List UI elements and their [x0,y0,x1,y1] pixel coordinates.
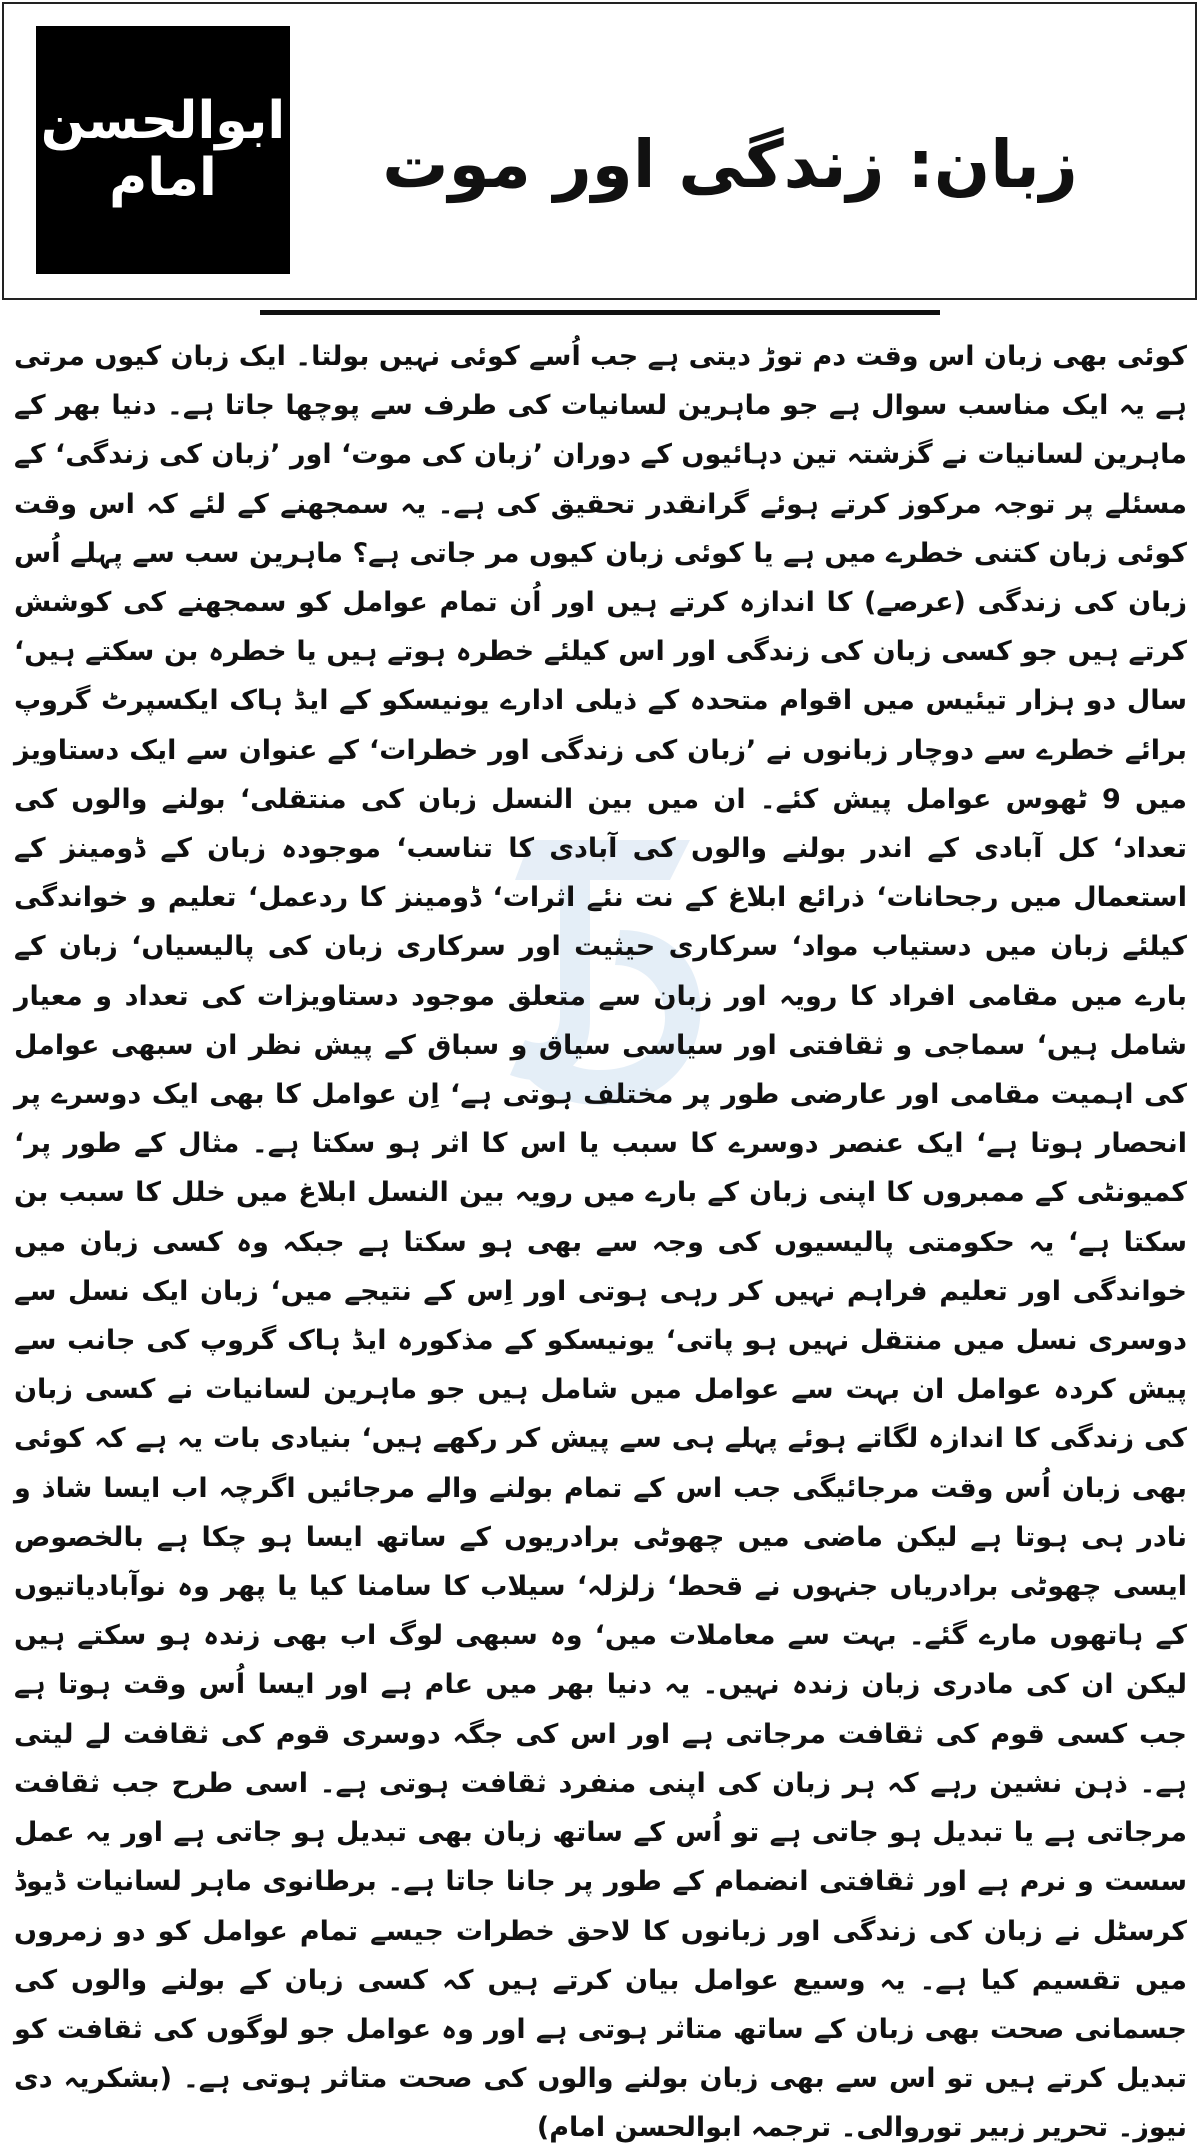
article-body: کوئی بھی زبان اس وقت دم توڑ دیتی ہے جب اُسے کوئی نہیں بولتا۔ ایک زبان کیوں مرتی ہے یہ ایک مناسب سوال ہے جو ماہرین لسانیات کی طرف سے پوچھا جاتا ہے۔ دنیا بھر کے ماہرین لسانیات نے گزشتہ تین دہائیوں کے دوران ’زبان کی موت‘ اور ’زبان کی زندگی‘ کے مسئلے پر توجہ مرکوز کرتے ہوئے گرانقدر تحقیق کی ہے۔ یہ سمجھنے کے لئے کہ اس وقت کوئی زبان کتنی خطرے میں ہے یا کوئی زبان کیوں مر جاتی ہے؟ ماہرین سب سے پہلے اُس زبان کی زندگی (عرصے) کا اندازہ کرتے ہیں اور اُن تمام عوامل کو سمجھنے کی کوشش کرتے ہیں جو کسی زبان کی زندگی اور اس کیلئے خطرہ ہوتے ہیں یا خطرہ بن سکتے ہیں‘ سال دو ہزار تیئیس میں اقوام متحدہ کے ذیلی ادارے یونیسکو کے ایڈ ہاک ایکسپرٹ گروپ برائے خطرے سے دوچار زبانوں نے ’زبان کی زندگی اور خطرات‘ کے عنوان سے ایک دستاویز میں 9 ٹھوس عوامل پیش کئے۔ ان میں بین النسل زبان کی منتقلی‘ بولنے والوں کی تعداد‘ کل آبادی کے اندر بولنے والوں کی آبادی کا تناسب‘ موجودہ زبان کے ڈومینز کے استعمال میں رجحانات‘ ذرائع ابلاغ کے نت نئے اثرات‘ ڈومینز کا ردعمل‘ تعلیم و خواندگی کیلئے زبان میں دستیاب مواد‘ سرکاری حیثیت اور سرکاری زبان کی پالیسیاں‘ زبان کے بارے میں مقامی افراد کا رویہ اور زبان سے متعلق موجود دستاویزات کی تعداد و معیار شامل ہیں‘ سماجی و ثقافتی اور سیاسی سیاق و سباق کے پیش نظر ان سبھی عوامل کی اہمیت مقامی اور عارضی طور پر مختلف ہوتی ہے‘ اِن عوامل کا بھی ایک دوسرے پر انحصار ہوتا ہے‘ ایک عنصر دوسرے کا سبب یا اس کا اثر ہو سکتا ہے۔ مثال کے طور پر‘ کمیونٹی کے ممبروں کا اپنی زبان کے بارے میں رویہ بین النسل ابلاغ میں خلل کا سبب بن سکتا ہے‘ یہ حکومتی پالیسیوں کی وجہ سے بھی ہو سکتا ہے جبکہ وہ کسی زبان میں خواندگی اور تعلیم فراہم نہیں کر رہی ہوتی اور اِس کے نتیجے میں‘ زبان ایک نسل سے دوسری نسل میں منتقل نہیں ہو پاتی‘ یونیسکو کے مذکورہ ایڈ ہاک گروپ کی جانب سے پیش کردہ عوامل ان بہت سے عوامل میں شامل ہیں جو ماہرین لسانیات نے کسی زبان کی زندگی کا اندازہ لگاتے ہوئے پہلے ہی سے پیش کر رکھے ہیں‘ بنیادی بات یہ ہے کہ کوئی بھی زبان اُس وقت مرجائیگی جب اس کے تمام بولنے والے مرجائیں اگرچہ اب ایسا شاذ و نادر ہی ہوتا ہے لیکن ماضی میں چھوٹی برادریوں کے ساتھ ایسا ہو چکا ہے بالخصوص ایسی چھوٹی برادریاں جنہوں نے قحط‘ زلزلہ‘ سیلاب کا سامنا کیا یا پھر وہ نوآبادیاتیوں کے ہاتھوں مارے گئے۔ بہت سے معاملات میں‘ وہ سبھی لوگ اب بھی زندہ ہو سکتے ہیں لیکن ان کی مادری زبان زندہ نہیں۔ یہ دنیا بھر میں عام ہے اور ایسا اُس وقت ہوتا ہے جب کسی قوم کی ثقافت مرجاتی ہے اور اس کی جگہ دوسری قوم کی ثقافت لے لیتی ہے۔ ذہن نشین رہے کہ ہر زبان کی اپنی منفرد ثقافت ہوتی ہے۔ اسی طرح جب ثقافت مرجاتی ہے یا تبدیل ہو جاتی ہے تو اُس کے ساتھ زبان بھی تبدیل ہو جاتی ہے اور یہ عمل سست و نرم ہے اور ثقافتی انضمام کے طور پر جانا جاتا ہے۔ برطانوی ماہر لسانیات ڈیوڈ کرسٹل نے زبان کی زندگی اور زبانوں کا لاحق خطرات جیسے تمام عوامل کو دو زمروں میں تقسیم کیا ہے۔ یہ وسیع عوامل بیان کرتے ہیں کہ کسی زبان کے بولنے والوں کی جسمانی صحت بھی زبان کے ساتھ متاثر ہوتی ہے اور وہ عوامل جو لوگوں کی ثقافت کو تبدیل کرتے ہیں تو اس سے بھی زبان بولنے والوں کی صحت متاثر ہوتی ہے۔ (بشکریہ دی نیوز۔ تحریر زبیر توروالی۔ ترجمہ ابوالحسن امام) [14,341,1188,2144]
article-headline: زبان: زندگی اور موت [382,126,1078,203]
header-divider [260,310,940,315]
byline-box [36,26,290,274]
byline-author-name: ابوالحسن امام [40,90,286,208]
